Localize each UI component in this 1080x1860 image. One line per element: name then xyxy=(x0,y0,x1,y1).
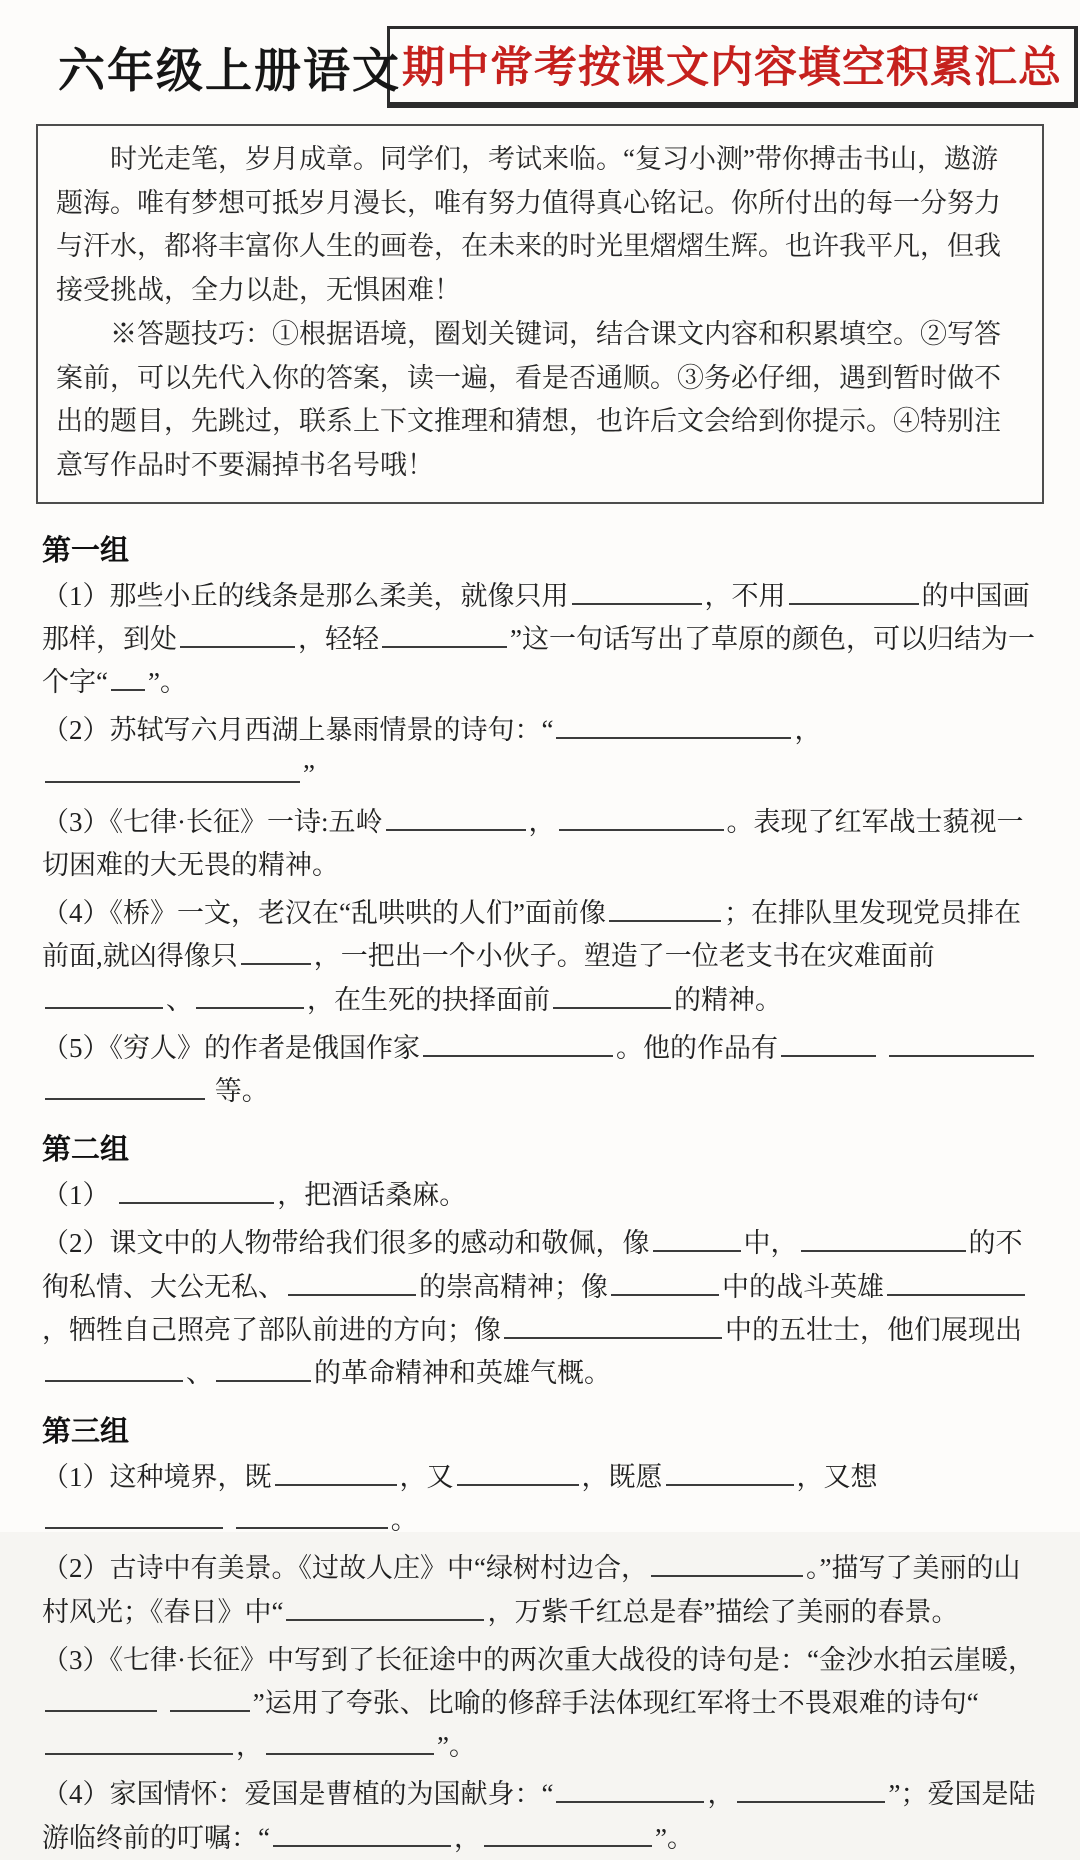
question-text xyxy=(226,1505,233,1535)
question-line xyxy=(42,709,1044,795)
fill-in-blank xyxy=(556,714,791,740)
question-text: （3）《七律·长征》中写到了长征途中的两次重大战役的诗句是：“金沙水拍云崖暖， xyxy=(42,1644,1035,1675)
page-title-grade: 六年级上册语文 xyxy=(58,45,401,98)
question-text: ，又 xyxy=(399,1462,454,1493)
group-title: 第二组 xyxy=(42,1134,130,1167)
question-text: 、 xyxy=(166,984,193,1015)
question-line xyxy=(42,1174,1044,1217)
fill-in-blank xyxy=(170,1686,250,1712)
question-line xyxy=(42,1773,1044,1859)
group-section xyxy=(36,1409,1044,1860)
fill-in-blank xyxy=(386,805,526,831)
fill-in-blank xyxy=(801,1227,966,1253)
question-text: 等。 xyxy=(208,1075,269,1106)
question-text: （2）古诗中有美景。《过故人庄》中“绿树村边合， xyxy=(42,1553,648,1584)
question-line xyxy=(42,575,1044,705)
question-line xyxy=(42,1547,1044,1633)
fill-in-blank xyxy=(45,1356,183,1382)
fill-in-blank xyxy=(423,1031,613,1057)
question-text: 中， xyxy=(743,1228,798,1259)
fill-in-blank xyxy=(651,1552,803,1578)
fill-in-blank xyxy=(275,1460,397,1486)
intro-paragraph-motivation: 时光走笔，岁月成章。同学们，考试来临。“复习小测”带你搏击书山，遨游题海。唯有梦想可抵岁月漫长，唯有努力值得真心铭记。你所付出的每一分努力与汗水，都将丰富你人生的画卷，在未来的时光里熠熠生辉。也许我平凡，但我接受挑战，全力以赴，无惧困难！ xyxy=(56,144,1001,306)
fill-in-blank xyxy=(119,1178,274,1204)
question-text: ，在生死的抉择面前 xyxy=(307,984,550,1015)
fill-in-blank xyxy=(236,1504,388,1530)
fill-in-blank xyxy=(45,1504,223,1530)
fill-in-blank xyxy=(789,579,919,605)
fill-in-blank xyxy=(556,1778,704,1804)
page-header xyxy=(58,26,1062,108)
question-text: 。 xyxy=(390,1505,418,1536)
fill-in-blank xyxy=(553,983,671,1009)
fill-in-blank xyxy=(45,757,300,783)
question-text: ， xyxy=(794,715,822,746)
fill-in-blank xyxy=(45,983,163,1009)
question-text: ；在排队里发现党员排在前面,就凶得像只 xyxy=(42,898,1021,972)
question-text: ”运用了夸张、比喻的修辞手法体现红军将士不畏艰难的诗句“ xyxy=(252,1688,979,1718)
fill-in-blank xyxy=(45,1730,233,1756)
question-text: 的精神。 xyxy=(674,984,782,1015)
fill-in-blank xyxy=(216,1356,311,1382)
fill-in-blank xyxy=(196,983,304,1009)
question-text: （1） xyxy=(42,1180,117,1211)
group-section xyxy=(36,528,1044,1113)
question-text: （3）《七律·长征》一诗:五岭 xyxy=(42,806,383,837)
group-title: 第三组 xyxy=(42,1416,130,1449)
question-text: ，一把出一个小伙子。塑造了一位老支书在灾难面前 xyxy=(313,941,935,972)
fill-in-blank xyxy=(611,1270,719,1296)
question-line xyxy=(42,1027,1044,1113)
question-text xyxy=(160,1688,167,1718)
fill-in-blank xyxy=(504,1313,722,1339)
group-title: 第一组 xyxy=(42,534,130,567)
fill-in-blank xyxy=(45,1686,157,1712)
question-text: （2）课文中的人物带给我们很多的感动和敬佩，像 xyxy=(42,1228,650,1259)
intro-box xyxy=(36,124,1044,504)
fill-in-blank xyxy=(572,579,702,605)
question-line xyxy=(42,1456,1044,1542)
question-text: 中的五壮士，他们展现出 xyxy=(725,1314,1022,1345)
question-text: ”；爱国是陆游临终前的叮嘱：“ xyxy=(42,1779,1036,1853)
fill-in-blank xyxy=(737,1778,885,1804)
question-text: （1）那些小丘的线条是那么柔美，就像只用 xyxy=(42,580,569,611)
question-text: 中的战斗英雄 xyxy=(722,1271,884,1302)
intro-paragraph-tips: ※答题技巧：①根据语境，圈划关键词，结合课文内容和积累填空。②写答案前，可以先代入你的答案，读一遍，看是否通顺。③务必仔细，遇到暂时做不出的题目，先跳过，联系上下文推理和猜想，也许后文会给到你提示。④特别注意写作品时不要漏掉书名号哦！ xyxy=(56,318,1001,481)
question-text: ”这一句话写出了草原的颜色，可以归结为一个字“ xyxy=(42,624,1035,698)
question-text: 的革命精神和英雄气概。 xyxy=(314,1357,611,1388)
question-text: ，牺牲自己照亮了部队前进的方向；像 xyxy=(42,1314,501,1345)
question-text: ，不用 xyxy=(704,580,786,611)
question-line xyxy=(42,1222,1044,1395)
fill-in-blank xyxy=(111,666,145,692)
question-text: （4）家国情怀：爱国是曹植的为国献身：“ xyxy=(42,1779,554,1810)
question-text: 、 xyxy=(186,1357,213,1388)
fill-in-blank xyxy=(273,1821,451,1847)
question-text: 的不徇私情、大公无私、 xyxy=(42,1228,1023,1302)
question-text: ， xyxy=(528,806,556,837)
fill-in-blank xyxy=(609,897,721,923)
question-text: ”。 xyxy=(437,1731,476,1762)
question-text: ，既愿 xyxy=(581,1462,663,1493)
page-title-topic-box xyxy=(387,26,1078,108)
question-line xyxy=(42,1639,1044,1769)
question-text: 的崇高精神；像 xyxy=(419,1271,608,1302)
page-title-topic: 期中常考按课文内容填空积累汇总 xyxy=(402,45,1062,92)
question-text: ” xyxy=(303,758,315,789)
fill-in-blank xyxy=(288,1270,416,1296)
question-text: ，轻轻 xyxy=(298,624,379,655)
question-text xyxy=(879,1033,886,1063)
question-text: ，又想 xyxy=(796,1462,878,1493)
question-text: ， xyxy=(236,1731,263,1762)
question-line xyxy=(42,801,1044,887)
question-text: （4）《桥》一文，老汉在“乱哄哄的人们”面前像 xyxy=(42,898,606,929)
question-text: ”。 xyxy=(654,1822,694,1853)
question-text: ， xyxy=(453,1822,481,1853)
fill-in-blank xyxy=(889,1031,1034,1057)
fill-in-blank xyxy=(286,1595,484,1621)
fill-in-blank xyxy=(653,1227,741,1253)
question-text: ， xyxy=(707,1779,735,1810)
group-section xyxy=(36,1127,1044,1395)
fill-in-blank xyxy=(180,622,295,648)
groups xyxy=(36,528,1044,1860)
question-text: （5）《穷人》的作者是俄国作家 xyxy=(42,1032,420,1063)
question-text: 。表现了红军战士藐视一切困难的大无畏的精神。 xyxy=(42,806,1024,880)
question-text: ”。 xyxy=(147,667,187,698)
fill-in-blank xyxy=(45,1074,205,1100)
fill-in-blank xyxy=(266,1730,434,1756)
fill-in-blank xyxy=(781,1031,876,1057)
fill-in-blank xyxy=(887,1270,1025,1296)
fill-in-blank xyxy=(457,1460,579,1486)
fill-in-blank xyxy=(559,805,724,831)
question-text: （1）这种境界，既 xyxy=(42,1462,272,1493)
question-text: ，把酒话桑麻。 xyxy=(277,1180,467,1211)
question-text: ，万紫千红总是春”描绘了美丽的春景。 xyxy=(487,1596,959,1627)
question-text: 。”描写了美丽的山村风光；《春日》中“ xyxy=(42,1553,1021,1627)
fill-in-blank xyxy=(484,1821,652,1847)
question-text: （2）苏轼写六月西湖上暴雨情景的诗句：“ xyxy=(42,715,554,746)
fill-in-blank xyxy=(241,940,311,966)
question-text: 。他的作品有 xyxy=(616,1032,778,1063)
question-text: 的中国画那样，到处 xyxy=(42,580,1030,655)
fill-in-blank xyxy=(382,622,507,648)
question-line xyxy=(42,892,1044,1022)
fill-in-blank xyxy=(666,1460,794,1486)
